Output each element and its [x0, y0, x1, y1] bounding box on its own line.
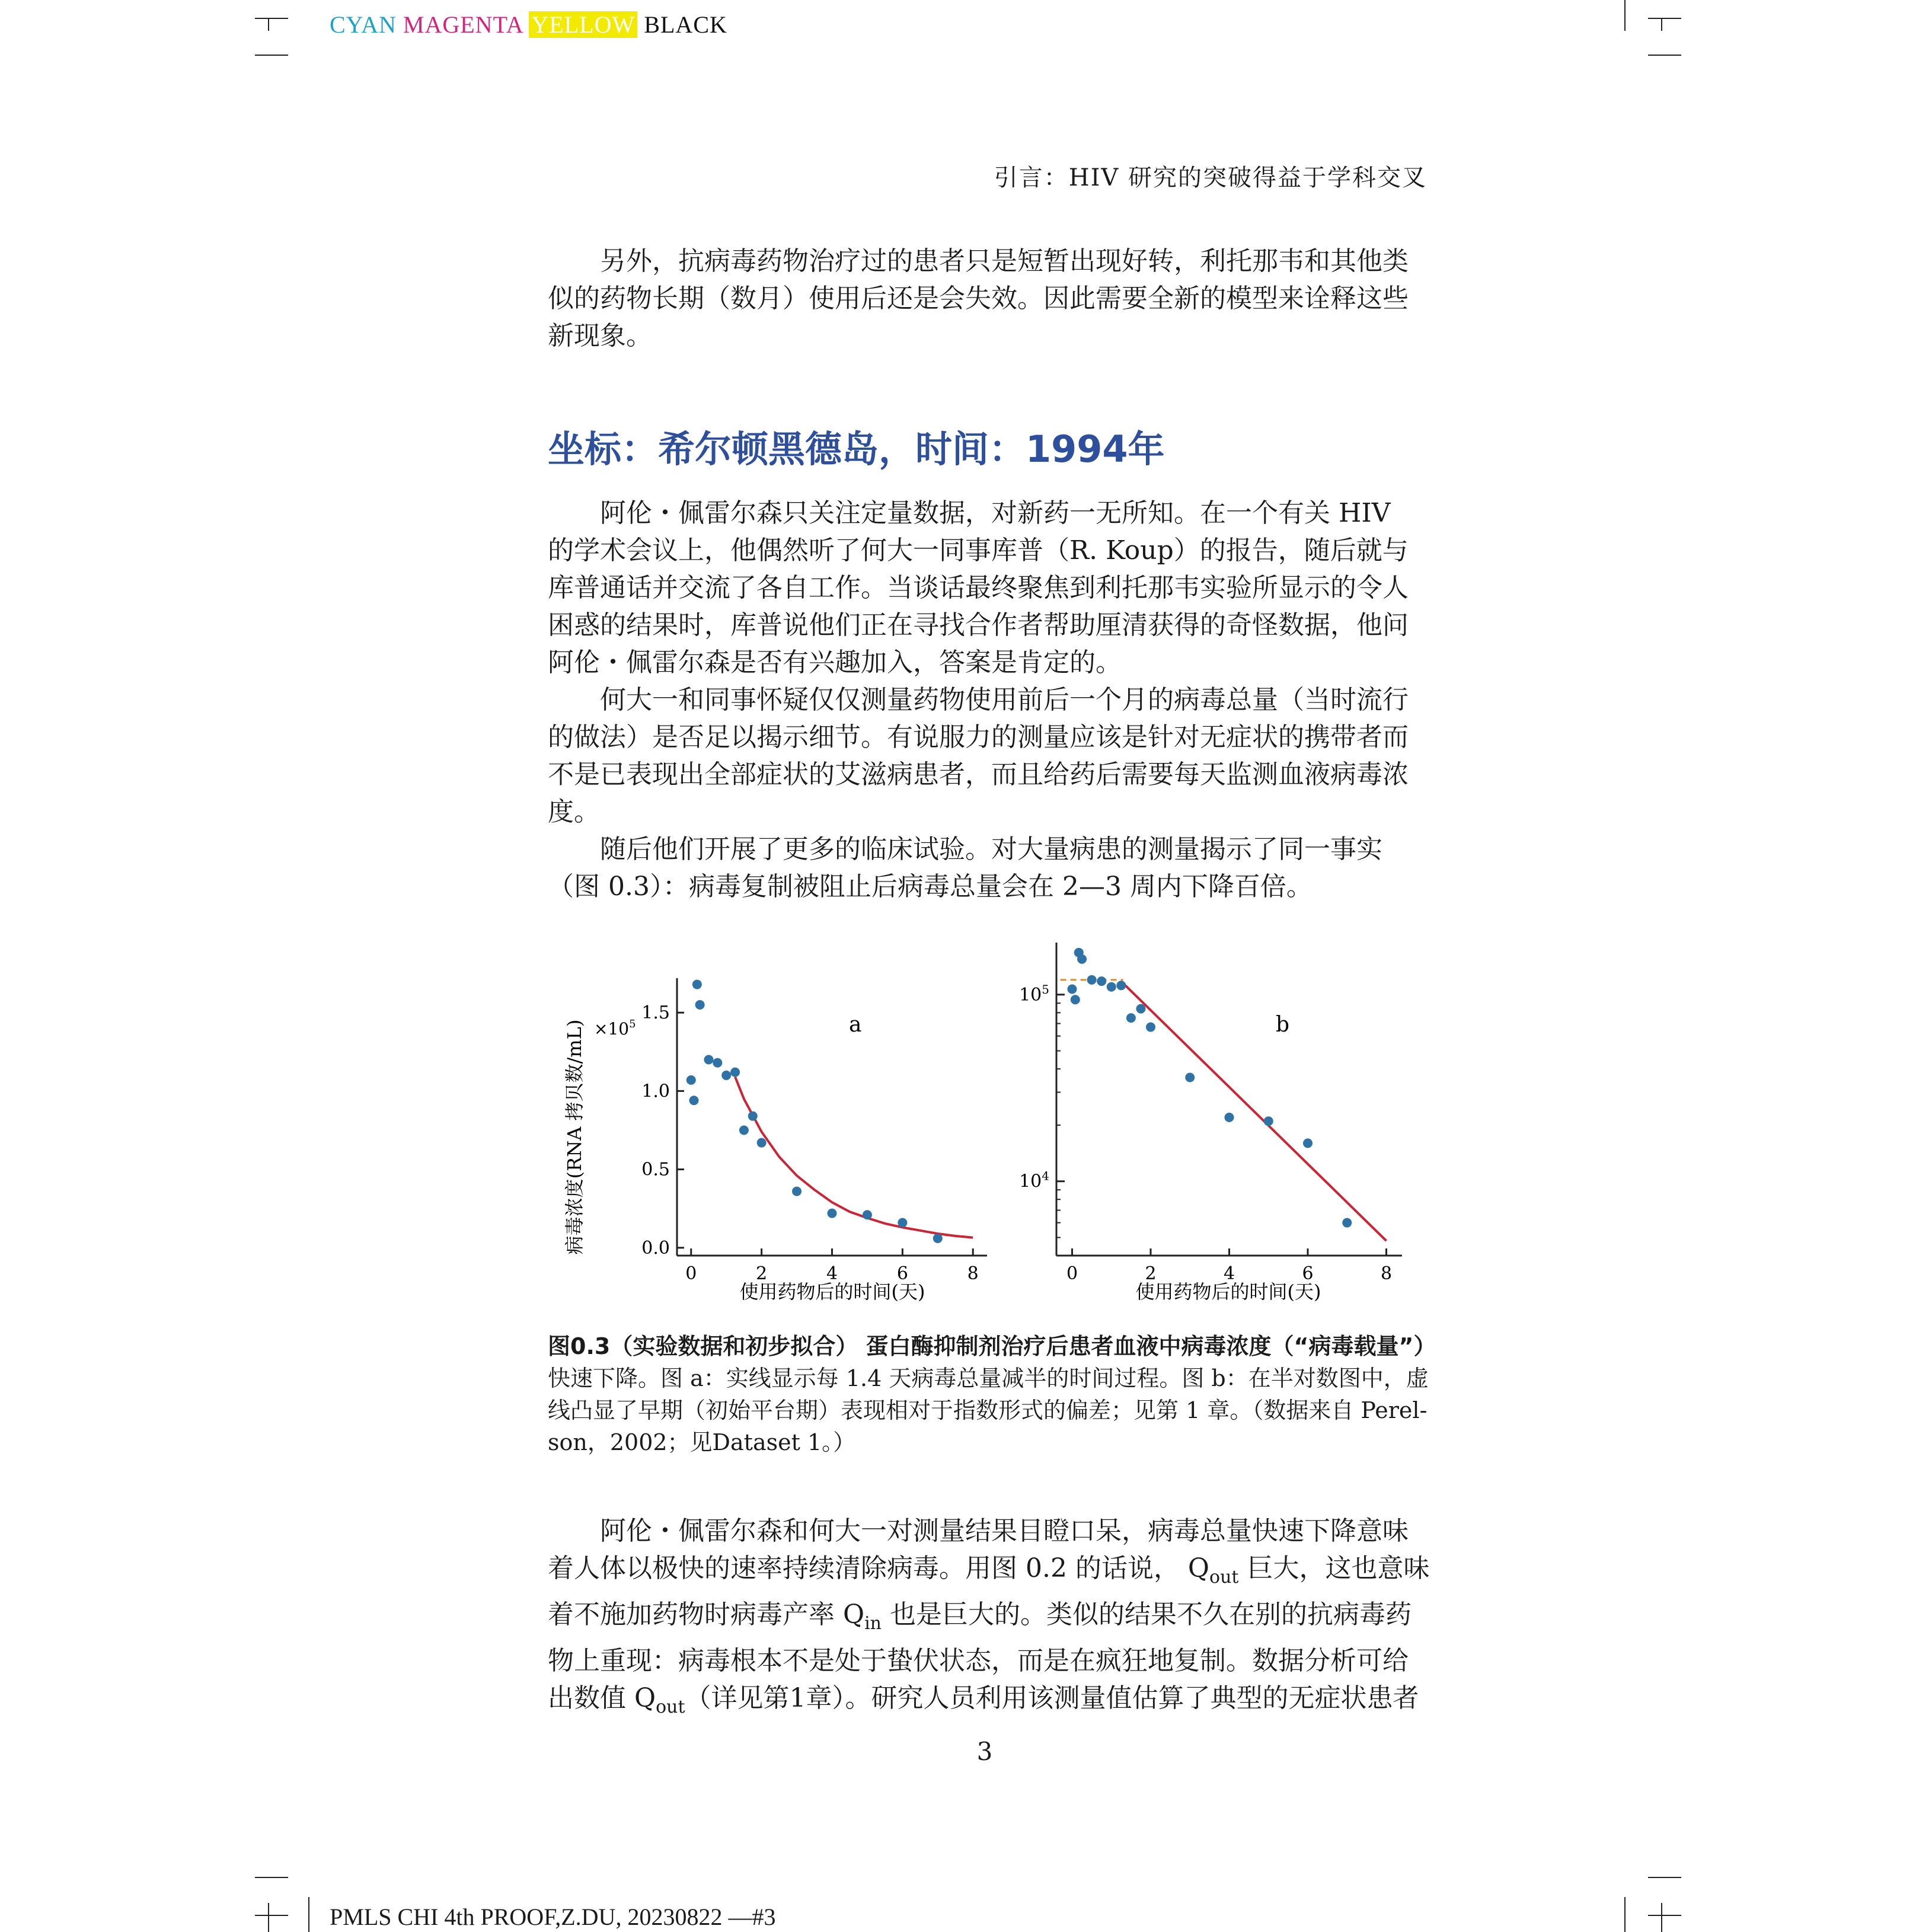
y-axis-multiplier: [594, 1018, 636, 1039]
running-head: 引言：HIV 研究的突破得益于学科交叉: [994, 164, 1427, 191]
y-tick-label: 1.0: [641, 1081, 670, 1102]
data-point: [933, 1234, 943, 1243]
data-point: [1303, 1138, 1313, 1148]
panel-a: [563, 978, 987, 1303]
data-point: [1116, 981, 1126, 990]
fit-curve: [735, 1077, 973, 1238]
crop-mark: [1624, 0, 1626, 31]
y-tick-label: [1019, 982, 1049, 1005]
data-point: [757, 1138, 767, 1148]
text-fragment: 出数值 Q: [548, 1682, 656, 1713]
math-subscript: out: [1209, 1566, 1239, 1588]
caption-line: 线凸显了早期（初始平台期）表现相对于指数形式的偏差；见第 1 章。（数据来自 Perel-: [548, 1397, 1428, 1423]
data-point: [1146, 1023, 1155, 1032]
x-tick-label: 4: [826, 1263, 838, 1284]
data-point: [1225, 1113, 1234, 1122]
text-fragment: 着人体以极快的速率持续清除病毒。用图 0.2 的话说， Q: [548, 1553, 1210, 1583]
data-point: [713, 1058, 722, 1068]
data-point: [1264, 1116, 1273, 1126]
text-line: [548, 1550, 1430, 1596]
text-line: 新现象。: [548, 321, 652, 351]
data-point: [704, 1055, 713, 1064]
y-tick-base: 10: [1019, 984, 1042, 1005]
text-line: 阿伦・佩雷尔森只关注定量数据，对新药一无所知。在一个有关 HIV: [600, 498, 1391, 528]
x-tick-label: 8: [967, 1263, 979, 1284]
y-tick-label: 0.0: [641, 1237, 670, 1259]
text-line: 阿伦・佩雷尔森是否有兴趣加入，答案是肯定的。: [548, 647, 1122, 678]
y-tick-label: 1.5: [641, 1002, 670, 1024]
crop-mark: [1648, 55, 1681, 56]
text-fragment: 着不施加药物时病毒产率 Q: [548, 1599, 865, 1630]
crop-mark: [1648, 1877, 1681, 1878]
crop-mark: [255, 18, 288, 19]
crop-mark: [1648, 1915, 1681, 1916]
figure-0-3: [545, 925, 1435, 1328]
caption-line: son，2002；见Dataset 1。）: [548, 1429, 856, 1455]
text-line: [548, 1596, 1425, 1642]
page-number: 3: [976, 1737, 993, 1766]
data-point: [1097, 976, 1106, 986]
text-fragment: （详见第1章）。研究人员利用该测量值估算了典型的无症状患者: [685, 1682, 1419, 1713]
y-tick-exponent: 5: [1042, 982, 1049, 997]
x-tick-label: 4: [1223, 1263, 1235, 1284]
crop-mark: [268, 18, 269, 31]
x-tick-label: 0: [685, 1263, 697, 1284]
y-tick-label: 0.5: [641, 1159, 670, 1180]
color-registration-bar: [330, 11, 727, 39]
proof-footer: PMLS CHI 4th PROOF,Z.DU, 20230822 —#3: [330, 1904, 776, 1930]
data-point: [1107, 982, 1116, 992]
text-line: 何大一和同事怀疑仅仅测量药物使用前后一个月的病毒总量（当时流行: [600, 685, 1409, 715]
data-point: [748, 1112, 758, 1121]
data-point: [792, 1187, 801, 1196]
intro-paragraph: [548, 242, 1425, 355]
text-line: 物上重现：病毒根本不是处于蛰伏状态，而是在疯狂地复制。数据分析可给: [548, 1645, 1409, 1676]
text-line: [548, 1679, 1425, 1726]
color-label-magenta: MAGENTA: [403, 11, 523, 38]
text-line: 的做法）是否足以揭示细节。有说服力的测量应该是针对无症状的携带者而: [548, 722, 1409, 752]
crop-mark: [255, 1915, 288, 1916]
color-label-black: BLACK: [644, 11, 727, 38]
paragraph-2: [548, 681, 1425, 831]
crop-mark: [255, 1877, 288, 1878]
y-axis-multiplier-base: ×10: [594, 1019, 630, 1039]
y-tick-label: [1019, 1169, 1049, 1192]
fit-line: [1123, 983, 1387, 1241]
x-tick-label: 2: [756, 1263, 768, 1284]
text-line: 困惑的结果时，库普说他们正在寻找合作者帮助厘清获得的奇怪数据，他问: [548, 610, 1409, 640]
text-fragment: 巨大，这也意味: [1238, 1553, 1430, 1583]
text-line: 阿伦・佩雷尔森和何大一对测量结果目瞪口呆，病毒总量快速下降意味: [600, 1516, 1409, 1546]
paragraph-4: [548, 1512, 1430, 1725]
section-title: 坐标：希尔顿黑德岛，时间：1994年: [548, 427, 1165, 471]
color-label-cyan: CYAN: [330, 11, 397, 38]
text-fragment: 也是巨大的。类似的结果不久在别的抗病毒药: [881, 1599, 1412, 1630]
text-line: （图 0.3）：病毒复制被阻止后病毒总量会在 2—3 周内下降百倍。: [548, 871, 1313, 902]
math-subscript: in: [864, 1612, 882, 1634]
text-line: 随后他们开展了更多的临床试验。对大量病患的测量揭示了同一事实: [600, 834, 1382, 864]
y-tick-exponent: 4: [1042, 1168, 1049, 1183]
data-point: [721, 1071, 731, 1080]
text-line: 不是已表现出全部症状的艾滋病患者，而且给药后需要每天监测血液病毒浓: [548, 759, 1409, 790]
text-line: 度。: [548, 797, 600, 827]
data-point: [1071, 995, 1080, 1004]
text-line: 似的药物长期（数月）使用后还是会失效。因此需要全新的模型来诠释这些: [548, 283, 1409, 314]
data-point: [1136, 1004, 1145, 1014]
panel-label-b: b: [1276, 1013, 1290, 1037]
data-point: [898, 1218, 907, 1227]
figure-caption: [548, 1330, 1436, 1458]
data-point: [739, 1125, 749, 1135]
y-axis-label: 病毒浓度(RNA 拷贝数/mL): [563, 1019, 586, 1255]
data-point: [1126, 1013, 1136, 1023]
data-point: [730, 1068, 740, 1077]
x-axis-label: 使用药物后的时间(天): [1135, 1280, 1321, 1303]
data-point: [1185, 1073, 1195, 1082]
crop-mark: [1661, 18, 1662, 31]
x-tick-label: 2: [1145, 1263, 1157, 1284]
caption-heading: 图0.3（实验数据和初步拟合） 蛋白酶抑制剂治疗后患者血液中病毒浓度（“病毒载量”）: [548, 1333, 1436, 1359]
x-tick-label: 8: [1380, 1263, 1393, 1284]
y-axis-multiplier-exp: 5: [629, 1018, 636, 1030]
crop-mark: [308, 1897, 309, 1932]
crop-mark: [268, 1903, 269, 1932]
panel-b: [1019, 943, 1402, 1303]
text-line: 另外，抗病毒药物治疗过的患者只是短暂出现好转，利托那韦和其他类: [600, 246, 1409, 276]
data-point: [863, 1210, 872, 1219]
x-tick-label: 6: [896, 1263, 908, 1284]
data-point: [1342, 1218, 1352, 1228]
crop-mark: [1648, 18, 1681, 19]
text-line: 的学术会议上，他偶然听了何大一同事库普（R. Koup）的报告，随后就与: [548, 535, 1409, 566]
data-point: [695, 1000, 705, 1010]
y-tick-base: 10: [1019, 1171, 1042, 1192]
caption-line: 快速下降。图 a：实线显示每 1.4 天病毒总量减半的时间过程。图 b：在半对数图中，虚: [548, 1365, 1429, 1391]
data-point: [1077, 954, 1087, 964]
data-point: [1068, 985, 1077, 994]
color-label-yellow: YELLOW: [529, 11, 637, 38]
crop-mark: [255, 55, 288, 56]
math-subscript: out: [656, 1696, 685, 1717]
text-line: 库普通话并交流了各自工作。当谈话最终聚焦到利托那韦实验所显示的令人: [548, 573, 1409, 603]
data-point: [828, 1209, 837, 1218]
data-point: [686, 1075, 696, 1085]
paragraph-1: [548, 494, 1425, 681]
data-point: [692, 980, 702, 989]
panel-label-a: a: [849, 1013, 862, 1037]
crop-mark: [1624, 1897, 1626, 1932]
x-axis-label: 使用药物后的时间(天): [739, 1280, 925, 1303]
x-tick-label: 0: [1066, 1263, 1078, 1284]
crop-mark: [1661, 1903, 1662, 1932]
x-tick-label: 6: [1302, 1263, 1314, 1284]
data-point: [1087, 975, 1097, 985]
paragraph-3: [548, 831, 1425, 905]
data-point: [689, 1096, 699, 1105]
